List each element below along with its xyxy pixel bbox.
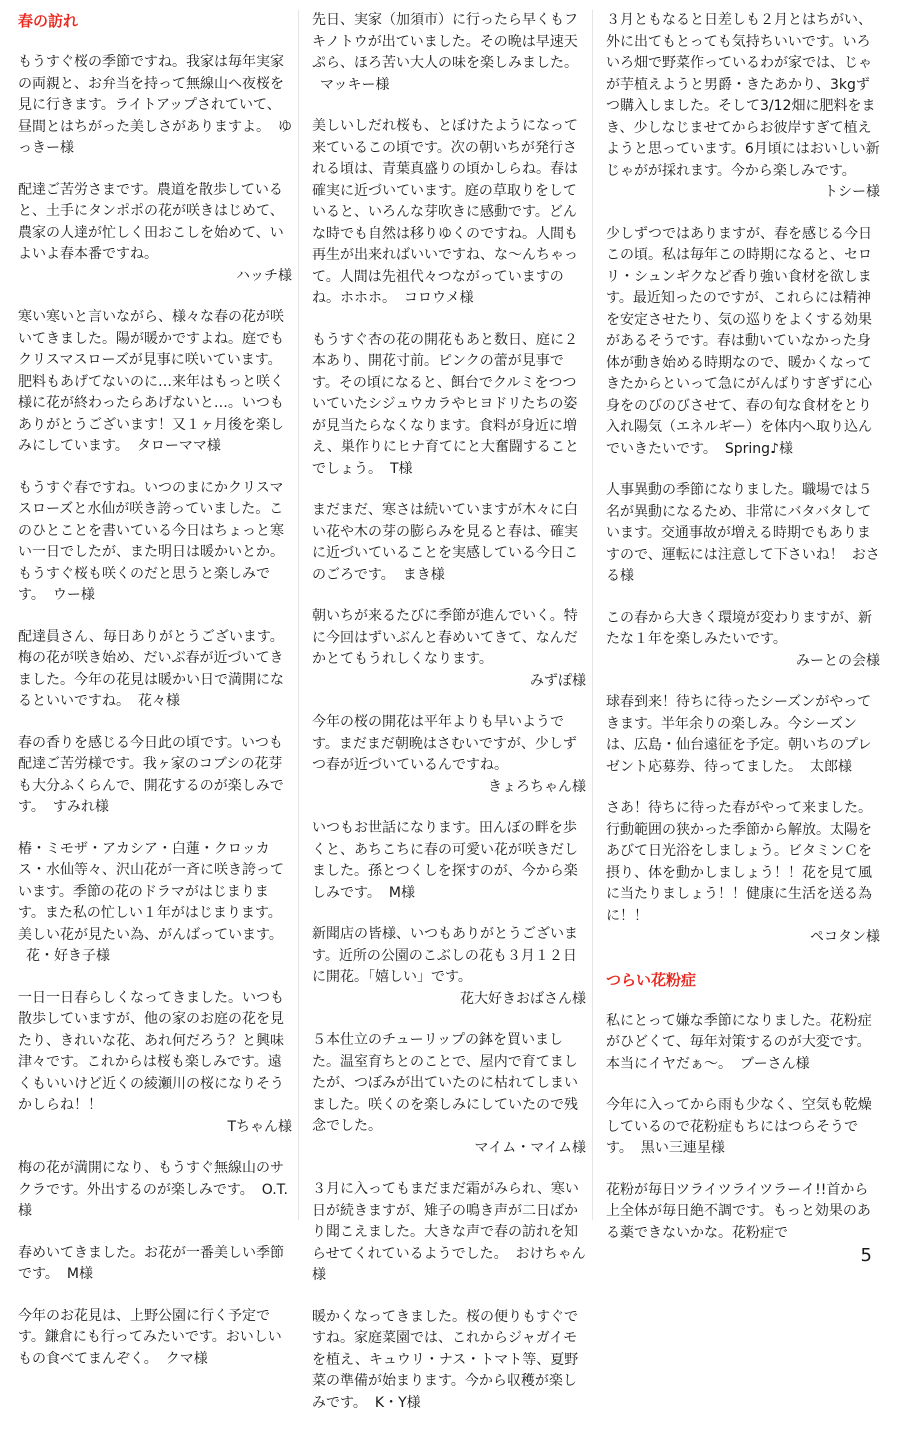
comment-text: 今年の桜の開花は平年よりも早いようです。まだまだ朝晩はさむいですが、少しずつ春が近づいているんですね。: [312, 714, 577, 773]
comment-text: 先日、実家（加須市）に行ったら早くもフキノトウが出ていました。その晩は早速天ぷら、ほろ苦い大人の味を楽しみました。: [312, 12, 578, 71]
entries-col3b: [606, 1011, 880, 1245]
comment-signature: 花・好き子様: [26, 948, 110, 964]
comment-signature: 太郎様: [810, 758, 852, 775]
comment-text: 今年に入ってから雨も少なく、空気も乾燥しているので花粉症もちにはつらそうです。: [606, 1097, 872, 1156]
comment-signature: M様: [388, 884, 415, 901]
reader-comment: [312, 116, 586, 310]
reader-comment: [18, 988, 292, 1139]
comment-text: 朝いちが来るたびに季節が進んでいく。特に今回はずいぶんと春めいてきて、なんだかとてもうれしくなります。: [312, 608, 578, 667]
comment-signature: ウー様: [52, 587, 95, 603]
comment-text: 人事異動の季節になりました。職場では５名が異動になるため、非常にバタバタしています。交通事故が増える時期でもありますので、運転には注意して下さいね！: [606, 482, 872, 563]
reader-comment: [312, 924, 586, 1010]
reader-comment: [606, 10, 880, 204]
reader-comment: [606, 692, 880, 778]
column-right: [606, 10, 880, 1264]
reader-comment: [18, 307, 292, 458]
reader-comment: [312, 606, 586, 692]
section-title-spring: 春の訪れ: [18, 12, 79, 30]
comment-signature: M様: [66, 1266, 93, 1282]
comment-text: 一日一日春らしくなってきました。いつも散歩していますが、他の家のお庭の花を見たり、きれいな花、あれ何だろう？と興味津々です。これからは桜も楽しみです。遠くもいいけど近くの綾瀬川の桜になりそうかしらね！！: [18, 989, 284, 1113]
comment-signature: 花大好きおばさん様: [460, 990, 586, 1007]
reader-comment: [606, 1180, 880, 1245]
comment-text: 今年のお花見は、上野公園に行く予定です。鎌倉にも行ってみたいです。おいしいもの食べてまんぞく。: [18, 1307, 282, 1367]
reader-comment: [18, 733, 292, 819]
comment-text: 春めいてきました。お花が一番美しい季節です。: [18, 1244, 284, 1282]
reader-comment: [312, 1030, 586, 1159]
reader-comment: [18, 627, 292, 713]
comment-text: 少しずつではありますが、春を感じる今日この頃。私は毎年この時期になると、セロリ・シュンギクなど香り強い食材を欲します。最近知ったのですが、これらには精神を安定させたり、気の巡りをよくする効果があるそうです。春は動いていなかった身体が動き始める時期なので、暖かくなってきたからといって急にがんばりすぎずに心身をのびのびさせて、春の旬な食材をとり入れ陽気（エネルギー）を体内へ取り込んでいきたいです。: [606, 225, 872, 457]
comment-signature: おけちゃん様: [312, 1245, 586, 1283]
comment-signature: まき様: [402, 566, 445, 583]
reader-comment: [312, 818, 586, 904]
comment-signature: みずぽ様: [530, 672, 586, 689]
reader-comment: [606, 224, 880, 461]
comment-text: 美しいしだれ桜も、とぼけたようになって来ているこの頃です。次の朝いちが発行される頃は、青葉真盛りの頃かしらね。春は確実に近づいています。庭の草取りをしていると、いろんな芽吹きに感動です。どんな時でも自然は移りゆくのですね。人間も再生が出来ればいいですね、な〜んちゃって。人間は先祖代々つながっていますのね。ホホホ。: [312, 118, 578, 306]
comment-text: 寒い寒いと言いながら、様々な春の花が咲いてきました。陽が暖かですよね。庭でもクリスマスローズが見事に咲いています。肥料もあげてないのに…来年はもっと咲く様に花が終わったらあげないと…。いつもありがとうございます！又１ヶ月後を楽しみにしています。: [18, 309, 284, 454]
comment-signature: みーとの会様: [796, 652, 880, 669]
reader-comment: [18, 1243, 292, 1286]
column-left: [18, 10, 292, 1390]
comment-signature: トシー様: [824, 184, 880, 200]
comment-signature: コロウメ様: [404, 290, 474, 306]
entries-col2: [312, 10, 586, 1414]
reader-comment: [18, 1158, 292, 1223]
comment-text: 暖かくなってきました。桜の便りもすぐですね。家庭菜園では、これからジャガイモを植え、キュウリ・ナス・トマト等、夏野菜の準備が始まります。今から収穫が楽しみです。: [312, 1308, 579, 1411]
comment-signature: ゆっきー様: [18, 118, 292, 156]
comment-text: ３月ともなると日差しも２月とはちがい、外に出てもとっても気持ちいいです。いろいろ畑で野菜作っているわが家では、じゃが芋植えようと男爵・きたあかり、3kgずつ購入しました。そして3/12畑に肥料をまき、少しなじませてからお彼岸すぎて植えようと思っています。6月頃にはおいしい新じゃがが採れます。今から楽しみです。: [606, 12, 880, 179]
comment-signature: ペコタン様: [810, 929, 880, 945]
reader-comment: [18, 180, 292, 288]
comment-signature: Tちゃん様: [227, 1118, 292, 1135]
comment-text: この春から大きく環境が変わりますが、新たな１年を楽しみたいです。: [606, 609, 872, 647]
reader-comment: [18, 839, 292, 968]
comment-text: もうすぐ春ですね。いつのまにかクリスマスローズと水仙が咲き誇っていました。このひとことを書いている今日はちょっと寒い一日でしたが、また明日は暖かいとか。もうすぐ桜も咲くのだと思うと楽しみです。: [18, 479, 284, 603]
column-middle: [312, 10, 586, 1434]
reader-comment: [312, 1179, 586, 1287]
comment-text: 椿・ミモザ・アカシア・白蓮・クロッカス・水仙等々、沢山花が一斉に咲き誇っています。季節の花のドラマがはじまります。また私の忙しい１年がはじまります。美しい花が見たい為、がんばっています。: [18, 840, 284, 943]
reader-comment: [312, 1307, 586, 1415]
comment-signature: タローママ様: [136, 438, 221, 454]
reader-comment: [606, 1011, 880, 1076]
comment-text: もうすぐ桜の季節ですね。我家は毎年実家の両親と、お弁当を持って無線山へ夜桜を見に行きます。ライトアップされていて、昼間とはちがった美しさがありますよ。: [18, 54, 284, 135]
comment-text: 配達員さん、毎日ありがとうございます。梅の花が咲き始め、だいぶ春が近づいてきました。今年の花見は暖かい日で満開になるといいですね。: [18, 628, 284, 709]
comment-signature: Spring♪様: [724, 440, 794, 457]
entries-col1: [18, 52, 292, 1370]
page-number: 5: [860, 1245, 872, 1266]
comment-text: 春の香りを感じる今日此の頃です。いつも配達ご苦労様です。我ヶ家のコブシの花芽も大分ふくらんで、開花するのが楽しみです。: [18, 734, 284, 815]
column-divider: [298, 10, 299, 1220]
comment-signature: T様: [390, 460, 413, 477]
comment-signature: マッキー様: [320, 76, 390, 93]
comment-signature: きょろちゃん様: [488, 778, 586, 795]
reader-comment: [18, 478, 292, 607]
comment-text: 梅の花が満開になり、もうすぐ無線山のサクラです。外出するのが楽しみです。: [18, 1160, 284, 1198]
comment-signature: すみれ様: [52, 799, 109, 815]
comment-text: 花粉が毎日ツライツライツラーイ!!首から上全体が毎日絶不調です。もっと効果のある薬できないかな。花粉症で: [606, 1181, 871, 1241]
comment-signature: マイム・マイム様: [474, 1139, 586, 1156]
comment-signature: 黒い三連星様: [640, 1140, 725, 1156]
comment-text: 配達ご苦労さまです。農道を散歩していると、土手にタンポポの花が咲きはじめて、農家の人達が忙しく田おこしを始めて、いよいよ春本番ですね。: [18, 181, 284, 262]
comment-text: もうすぐ杏の花の開花もあと数日、庭に２本あり、開花寸前。ピンクの蕾が見事です。その頃になると、餌台でクルミをつついていたシジュウカラやヒヨドリたちの姿が見当たらなくなります。食料が身近に増え、巣作りにヒナ育てにと大奮闘することでしょう。: [312, 331, 579, 477]
reader-comment: [18, 1306, 292, 1371]
comment-text: いつもお世話になります。田んぼの畔を歩くと、あちこちに春の可愛い花が咲きだしました。孫とつくしを探すのが、今から楽しみです。: [312, 820, 578, 901]
comment-text: 新聞店の皆様、いつもありがとうございます。近所の公園のこぶしの花も３月１２日に開花。「嬉しい」です。: [312, 926, 578, 985]
comment-text: まだまだ、寒さは続いていますが木々に白い花や木の芽の膨らみを見ると春は、確実に近づいていることを実感している今日このごろです。: [312, 502, 578, 583]
reader-comment: [18, 52, 292, 160]
reader-comment: [606, 1095, 880, 1160]
reader-comment: [312, 500, 586, 586]
comment-text: ３月に入ってもまだまだ霜がみられ、寒い日が続きますが、雉子の鳴き声が二日ばかり聞こえました。大きな声で春の訪れを知らせてくれているようでした。: [312, 1181, 579, 1262]
comment-text: 球春到来！待ちに待ったシーズンがやってきます。半年余りの楽しみ。今シーズンは、広島・仙台遠征を予定。朝いちのプレゼント応募券、待ってました。: [606, 694, 872, 775]
column-divider: [592, 10, 593, 1220]
reader-comment: [606, 480, 880, 588]
reader-comment: [606, 798, 880, 949]
comment-signature: ブーさん様: [740, 1055, 810, 1072]
reader-comment: [606, 608, 880, 673]
comment-signature: K・Y様: [374, 1394, 421, 1411]
comment-text: さあ！待ちに待った春がやって来ました。行動範囲の狭かった季節から解放。太陽をあびて日光浴をしましょう。ビタミンＣを摂り、体を動かしましょう！！花を見て風に当たりましょう！！健康に生活を送る為に！！: [606, 800, 872, 924]
comment-text: 私にとって嫌な季節になりました。花粉症がひどくて、毎年対策するのが大変です。本当にイヤだぁ〜。: [606, 1012, 872, 1072]
comment-signature: 花々様: [138, 693, 180, 709]
reader-comment: [312, 10, 586, 96]
reader-comment: [312, 712, 586, 798]
comment-text: ５本仕立のチューリップの鉢を買いました。温室育ちとのことで、屋内で育てましたが、つぼみが出ていたのに枯れてしまいました。咲くのを楽しみにしていたので残念でした。: [312, 1032, 578, 1134]
comment-signature: おさる様: [606, 546, 880, 584]
entries-col3: [606, 10, 880, 949]
reader-comment: [312, 330, 586, 481]
comment-signature: ハッチ様: [236, 267, 292, 284]
comment-signature: クマ様: [165, 1350, 208, 1367]
comment-signature: O.T.様: [18, 1181, 289, 1219]
section-title-hay-fever: つらい花粉症: [606, 970, 697, 989]
